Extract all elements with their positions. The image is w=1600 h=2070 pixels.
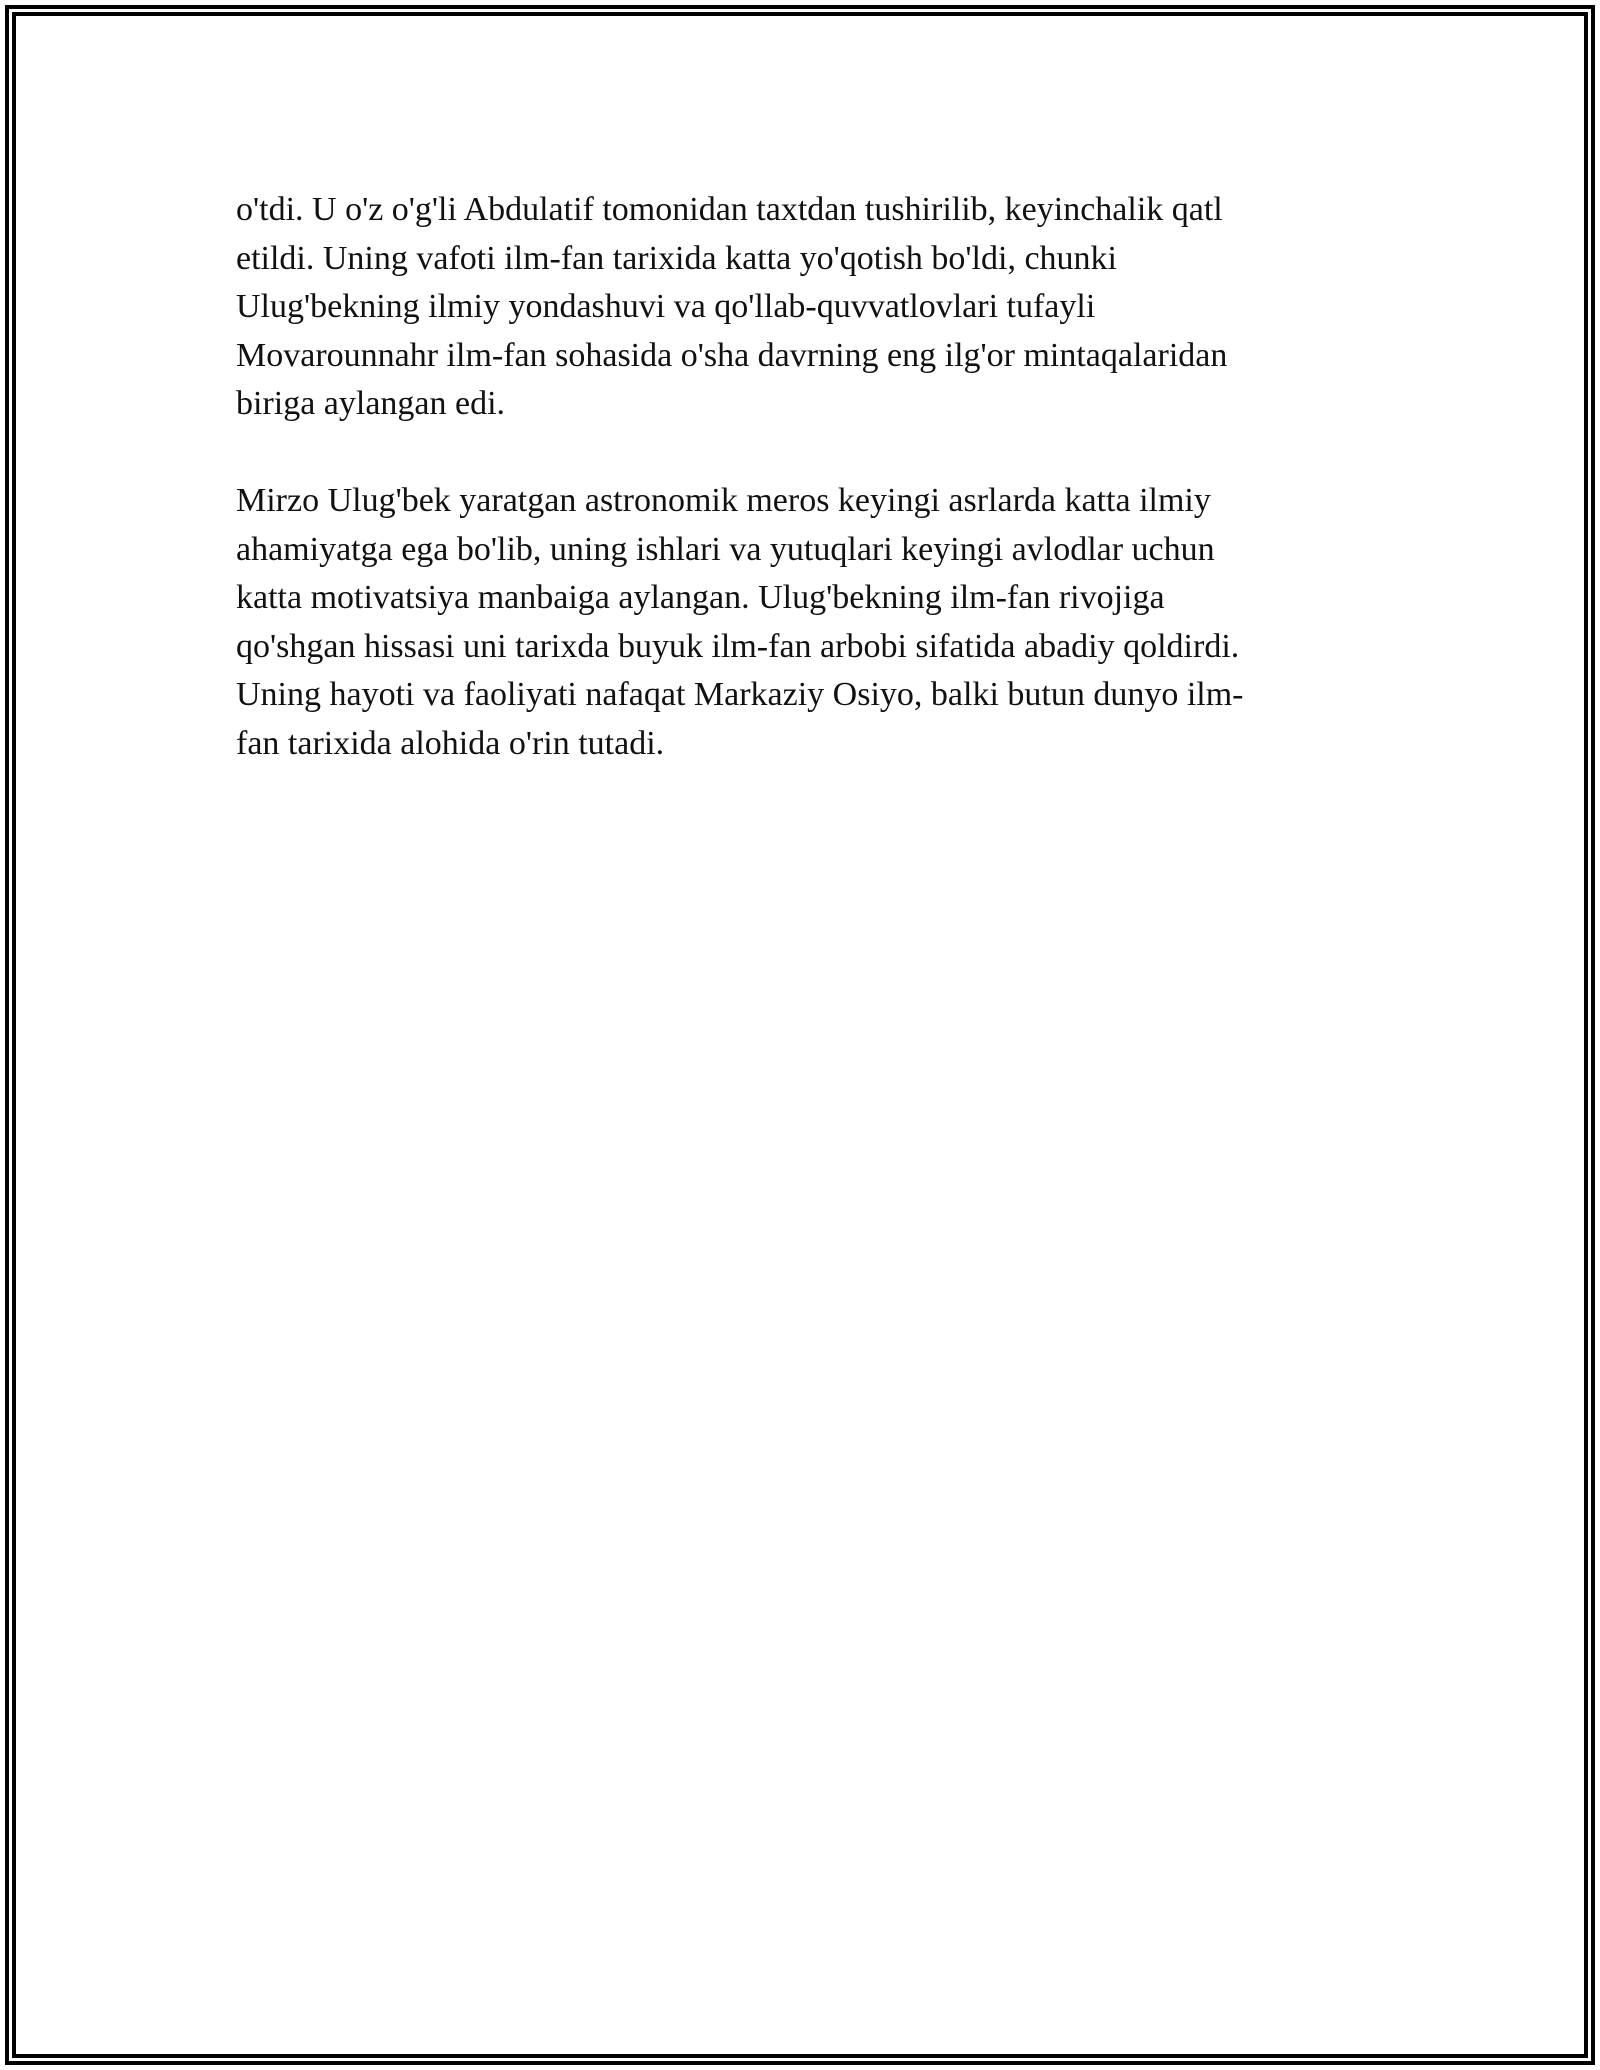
text-line: katta motivatsiya manbaiga aylangan. Ulug'bekning ilm-fan rivojiga (236, 579, 1165, 616)
text-line: qo'shgan hissasi uni tarixda buyuk ilm-fan arbobi sifatida abadiy qoldirdi. (236, 627, 1240, 665)
paragraph-2 (236, 477, 1336, 768)
text-line: ahamiyatga ega bo'lib, uning ishlari va yutuqlari keyingi avlodlar uchun (236, 530, 1215, 568)
text-line: etildi. Uning vafoti ilm-fan tarixida katta yo'qotish bo'ldi, chunki (236, 239, 1117, 277)
document-body (236, 186, 1336, 817)
text-line: biriga aylangan edi. (236, 385, 506, 422)
paragraph-1 (236, 186, 1336, 429)
text-line: Uning hayoti va faoliyati nafaqat Markaziy Osiyo, balki butun dunyo ilm- (236, 676, 1244, 713)
text-line: o'tdi. U o'z o'g'li Abdulatif tomonidan taxtdan tushirilib, keyinchalik qatl (236, 191, 1223, 228)
text-line: fan tarixida alohida o'rin tutadi. (236, 724, 665, 762)
text-line: Movarounnahr ilm-fan sohasida o'sha davrning eng ilg'or mintaqalaridan (236, 336, 1228, 374)
text-line: Mirzo Ulug'bek yaratgan astronomik meros keyingi asrlarda katta ilmiy (236, 482, 1211, 519)
text-line: Ulug'bekning ilmiy yondashuvi va qo'llab-quvvatlovlari tufayli (236, 288, 1096, 325)
